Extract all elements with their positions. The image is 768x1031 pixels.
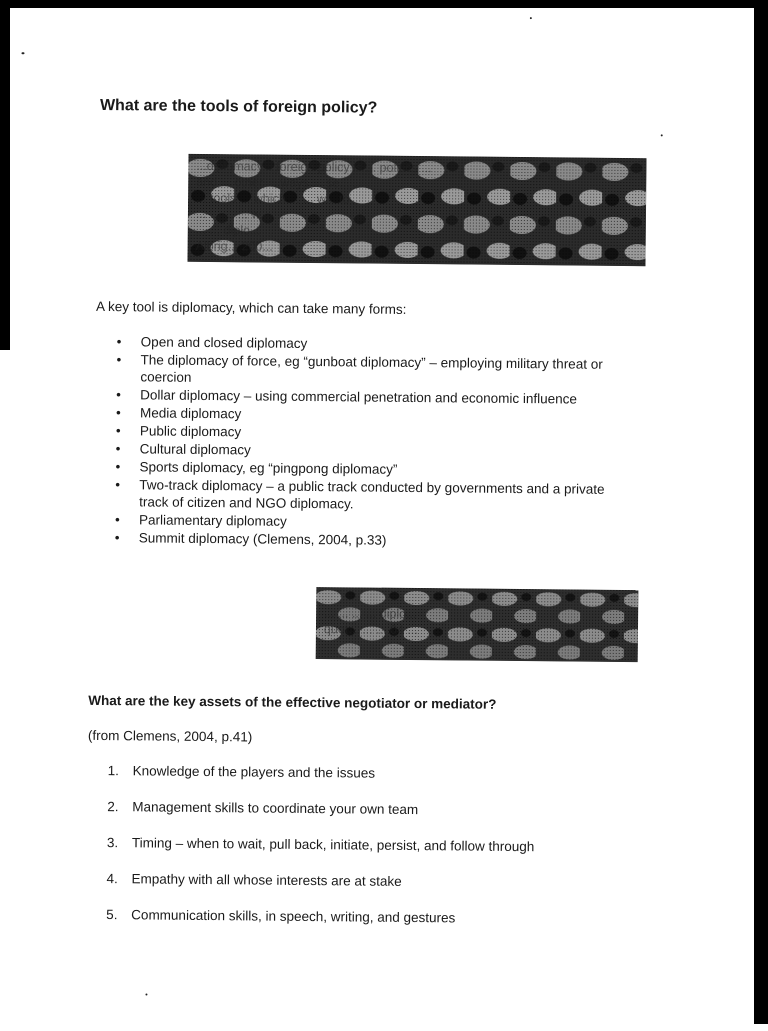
- scan-speck: [661, 134, 663, 136]
- bullet: •: [114, 512, 120, 528]
- negotiator-assets-list: [106, 763, 608, 948]
- source-citation: (from Clemens, 2004, p.41): [87, 727, 253, 745]
- list-item: [106, 907, 606, 948]
- diplomacy-forms-list: [115, 333, 627, 552]
- heading-key-assets: What are the key assets of the effective negotiator or mediator?: [88, 692, 497, 712]
- item-text: Knowledge of the players and the issues: [132, 763, 376, 781]
- intro-text: A key tool is diplomacy, which can take many forms:: [95, 298, 407, 317]
- bullet: •: [115, 441, 121, 457]
- scan-speck: [530, 17, 532, 19]
- list-item: [107, 799, 607, 840]
- bullet: •: [114, 530, 120, 546]
- item-number: 1.: [107, 763, 119, 779]
- item-text: Management skills to coordinate your own team: [132, 799, 419, 818]
- list-item: [106, 871, 606, 912]
- bullet: •: [115, 405, 121, 421]
- item-text: Communication skills, in speech, writing, and gestures: [131, 907, 456, 926]
- item-number: 3.: [106, 835, 119, 851]
- list-item: • Summit diplomacy (Clemens, 2004, p.33): [114, 530, 387, 548]
- list-item: [107, 835, 607, 876]
- bullet: •: [115, 459, 121, 475]
- list-item: • Dollar diplomacy – using commercial penetration and economic influence: [116, 387, 578, 407]
- list-item: • Two-track diplomacy – a public track conducted by governments and a private track of citizen and NGO diplomacy.: [115, 477, 605, 512]
- item-text: Timing – when to wait, pull back, initiate, persist, and follow through: [131, 835, 535, 855]
- item-number: 2.: [107, 799, 119, 815]
- bullet: •: [116, 334, 122, 350]
- list-item: • Open and closed diplomacy: [116, 334, 308, 351]
- obscured-quote-text-2: ... ... ... ... diplo... quot... ... ... 04 ...: [323, 606, 418, 638]
- obscured-quote-box-1: [187, 154, 646, 266]
- item-number: 4.: [106, 871, 118, 887]
- bullet: •: [115, 477, 121, 493]
- heading-tools-of-foreign-policy: What are the tools of foreign policy?: [99, 96, 378, 117]
- obscured-quote-text-1: ...diplomacy... foreign policy is ... politics ... and ... other ... ways ... se... ... ... tools ... which ... ... w... to ... ... ... ... w... ... ... ... diplo... Albrig... 200...: [195, 158, 432, 254]
- list-item: • Public diplomacy: [115, 423, 242, 440]
- list-item: [107, 763, 607, 804]
- obscured-quote-box-2: [316, 587, 639, 662]
- scan-speck: [145, 993, 147, 995]
- item-number: 5.: [106, 907, 118, 923]
- scan-speck: [21, 52, 24, 54]
- bullet: •: [115, 423, 121, 439]
- list-item: • The diplomacy of force, eg “gunboat diplomacy” – employing military threat or coercion: [116, 352, 603, 385]
- bullet: •: [116, 387, 122, 403]
- list-item: • Media diplomacy: [115, 405, 242, 422]
- list-item: • Sports diplomacy, eg “pingpong diplomacy”: [115, 459, 398, 477]
- list-item: • Parliamentary diplomacy: [114, 512, 287, 529]
- list-item: • Cultural diplomacy: [115, 441, 251, 458]
- bullet: •: [116, 352, 122, 368]
- item-text: Empathy with all whose interests are at stake: [131, 871, 402, 889]
